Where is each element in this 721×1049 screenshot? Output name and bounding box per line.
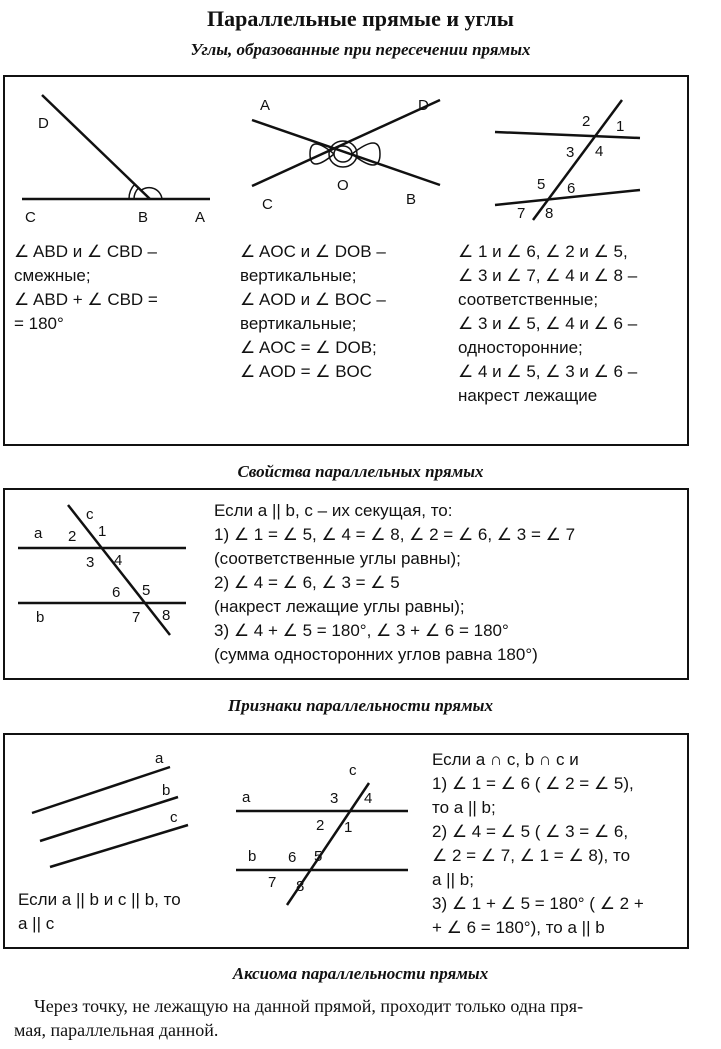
label-A2: A [260,97,271,114]
axiom-text: Через точку, не лежащую на данной прямой, проходит только одна пря- мая, параллельная данной. [14,996,584,1040]
angle-label-5: 5 [142,582,151,599]
three-parallel-lines-diagram [20,745,210,875]
page-title: Параллельные прямые и углы [207,6,514,31]
line-label-c: c [349,762,357,779]
adjacent-angles-diagram [10,82,220,232]
transversal-diagram [485,92,660,232]
label-B: B [138,209,149,226]
label-B2: B [406,191,417,208]
angle-label-7: 7 [517,205,526,222]
adjacent-angles-text: ∠ ABD и ∠ CBD – смежные; ∠ ABD + ∠ CBD = = 180° [14,242,158,333]
line-label-b: b [248,848,257,865]
angle-label-3: 3 [86,554,95,571]
angle-label-1: 1 [98,523,107,540]
parallel-criteria-text: Если a ∩ c, b ∩ c и 1) ∠ 1 = ∠ 6 ( ∠ 2 = ∠ 5), то a || b; 2) ∠ 4 = ∠ 5 ( ∠ 3 = ∠ 6, ∠ 2 = ∠ 7, ∠ 1 = ∠ 8), то a || b; 3) ∠ 1 + ∠ 5 = 180° ( ∠ 2 + + ∠ 6 = 180°), то a || b [432,750,644,937]
angle-label-1: 1 [616,118,625,135]
section2-heading: Свойства параллельных прямых [237,462,484,481]
section4-heading: Аксиома параллельности прямых [232,964,489,983]
label-A: A [195,209,206,226]
label-D: D [38,115,49,132]
angle-label-6: 6 [288,849,297,866]
parallel-criteria-diagram [232,755,417,915]
angle-label-4: 4 [595,143,604,160]
angle-label-2: 2 [316,817,325,834]
parallel-properties-diagram [10,495,200,645]
angle-label-8: 8 [162,607,171,624]
angle-label-1: 1 [344,819,353,836]
line-label-b: b [162,782,171,799]
line-label-c: c [86,506,94,523]
section3-heading: Признаки параллельности прямых [228,696,493,715]
angle-label-4: 4 [364,790,373,807]
vertical-angles-diagram [240,82,460,232]
label-C2: C [262,196,273,213]
line-label-b: b [36,609,45,626]
line-label-a: a [242,789,251,806]
angle-label-4: 4 [114,552,123,569]
line-label-c: c [170,809,178,826]
transitivity-text: Если a || b и c || b, то a || c [18,890,181,933]
label-O: O [337,177,349,194]
angle-label-7: 7 [268,874,277,891]
angle-label-8: 8 [545,205,554,222]
angle-label-2: 2 [582,113,591,130]
angle-label-6: 6 [112,584,121,601]
angle-label-6: 6 [567,180,576,197]
vertical-angles-text: ∠ AOC и ∠ DOB – вертикальные; ∠ AOD и ∠ BOC – вертикальные; ∠ AOC = ∠ DOB; ∠ AOD = ∠ BOC [240,242,386,381]
angle-label-3: 3 [566,144,575,161]
line-label-a: a [34,525,43,542]
angle-label-5: 5 [537,176,546,193]
angle-label-7: 7 [132,609,141,626]
angle-label-8: 8 [296,878,305,895]
transversal-angles-text: ∠ 1 и ∠ 6, ∠ 2 и ∠ 5, ∠ 3 и ∠ 7, ∠ 4 и ∠ 8 – соответственные; ∠ 3 и ∠ 5, ∠ 4 и ∠ 6 – односторонние; ∠ 4 и ∠ 5, ∠ 3 и ∠ 6 – накрест лежащие [458,242,638,405]
section1-heading: Углы, образованные при пересечении прямых [190,40,531,59]
angle-label-2: 2 [68,528,77,545]
angle-label-3: 3 [330,790,339,807]
label-C: C [25,209,36,226]
parallel-properties-text: Если a || b, c – их секущая, то: 1) ∠ 1 = ∠ 5, ∠ 4 = ∠ 8, ∠ 2 = ∠ 6, ∠ 3 = ∠ 7 (соответственные углы равны); 2) ∠ 4 = ∠ 6, ∠ 3 = ∠ 5 (накрест лежащие углы равны); 3) ∠ 4 + ∠ 5 = 180°, ∠ 3 + ∠ 6 = 180° (сумма односторонних углов равна 180°) [214,501,576,664]
label-D2: D [418,97,429,114]
line-label-a: a [155,750,164,767]
angle-label-5: 5 [314,848,323,865]
